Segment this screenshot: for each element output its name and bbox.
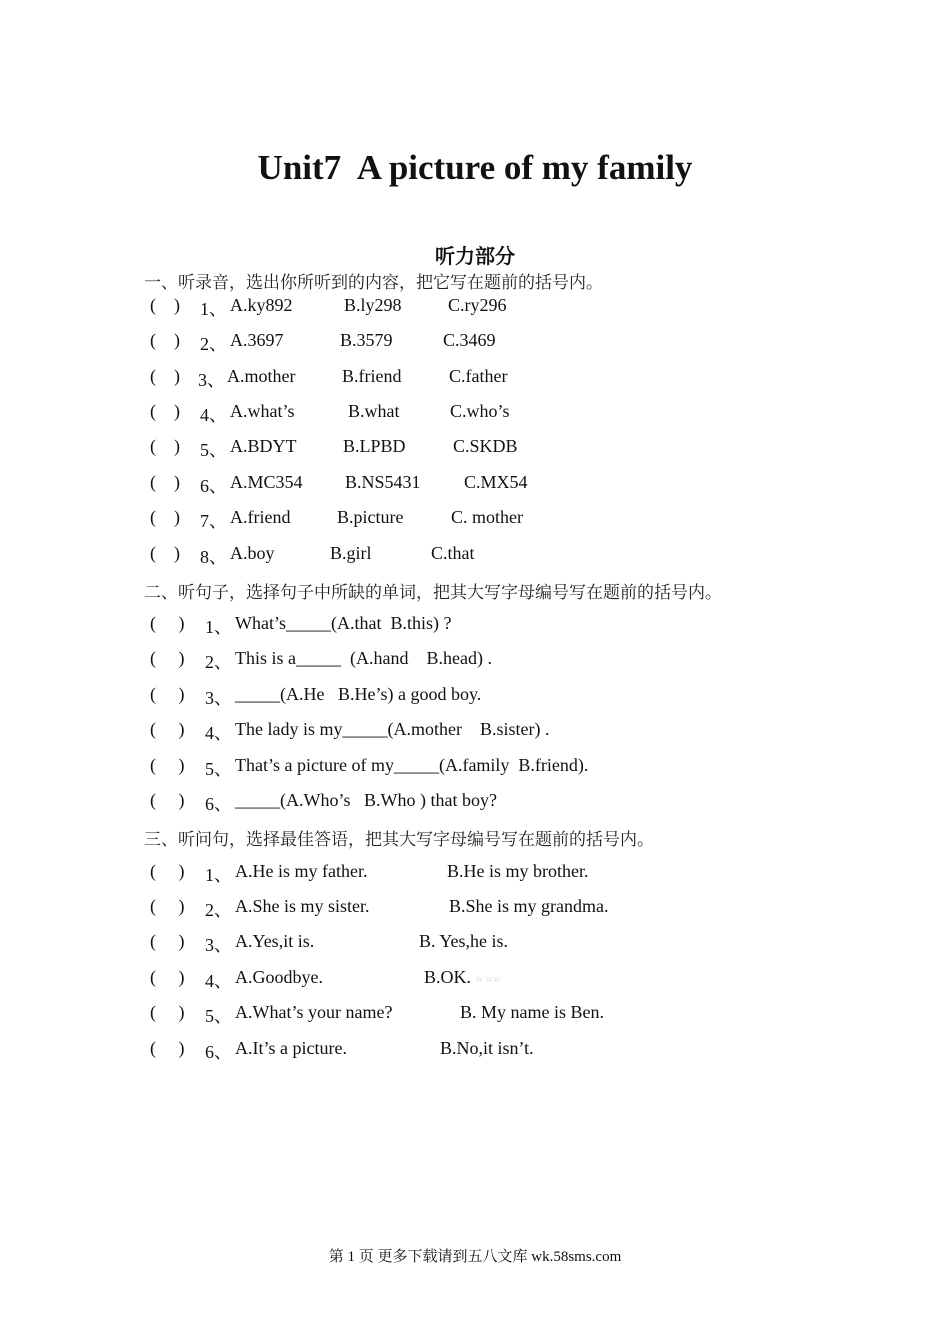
answer-paren[interactable]: ( )	[150, 931, 185, 951]
question-number: 4、	[205, 971, 232, 991]
option-a: A.3697	[230, 330, 284, 350]
option-a: A.boy	[230, 543, 275, 563]
question-number: 1、	[200, 299, 227, 319]
option-b: B.picture	[337, 507, 404, 527]
page-footer: 第 1 页 更多下载请到五八文库 wk.58sms.com	[328, 1249, 622, 1265]
option-c: C. mother	[451, 507, 523, 527]
answer-paren[interactable]: ( )	[150, 684, 185, 704]
answer-paren[interactable]: ( )	[150, 719, 185, 739]
option-b: B.He is my brother.	[447, 861, 589, 881]
question-text: _____(A.He B.He’s) a good boy.	[235, 684, 482, 704]
question-number: 3、	[205, 935, 232, 955]
option-b: B. Yes,he is.	[419, 931, 509, 951]
document-title: Unit7 A picture of my family	[257, 148, 693, 187]
option-b: B.No,it isn’t.	[440, 1038, 534, 1058]
option-b: B.She is my grandma.	[449, 896, 609, 916]
answer-paren[interactable]: ( )	[150, 436, 180, 456]
option-c: C.who’s	[450, 401, 510, 421]
answer-paren[interactable]: ( )	[150, 366, 180, 386]
answer-paren[interactable]: ( )	[150, 790, 185, 810]
answer-paren[interactable]: ( )	[150, 648, 185, 668]
question-text: What’s_____(A.that B.this) ?	[235, 613, 452, 633]
question-number: 6、	[205, 794, 232, 814]
question-number: 8、	[200, 547, 227, 567]
question-number: 1、	[205, 617, 232, 637]
option-a: A.Goodbye.	[235, 967, 323, 987]
answer-paren[interactable]: ( )	[150, 401, 180, 421]
question-text: The lady is my_____(A.mother B.sister) .	[235, 719, 550, 739]
answer-paren[interactable]: ( )	[150, 613, 185, 633]
question-number: 2、	[200, 334, 227, 354]
option-b: B.NS5431	[345, 472, 421, 492]
question-text: This is a_____ (A.hand B.head) .	[235, 648, 492, 668]
option-c: C.that	[431, 543, 475, 563]
answer-paren[interactable]: ( )	[150, 1002, 185, 1022]
answer-paren[interactable]: ( )	[150, 507, 180, 527]
question-number: 1、	[205, 865, 232, 885]
question-number: 7、	[200, 511, 227, 531]
answer-paren[interactable]: ( )	[150, 896, 185, 916]
option-a: A.He is my father.	[235, 861, 368, 881]
answer-paren[interactable]: ( )	[150, 1038, 185, 1058]
option-a: A.mother	[227, 366, 296, 386]
question-number: 4、	[200, 405, 227, 425]
answer-paren[interactable]: ( )	[150, 861, 185, 881]
section-subtitle: 听力部分	[435, 244, 515, 268]
option-b: B. My name is Ben.	[460, 1002, 604, 1022]
option-a: A.It’s a picture.	[235, 1038, 347, 1058]
question-number: 5、	[205, 1006, 232, 1026]
option-a: A.BDYT	[230, 436, 297, 456]
question-number: 6、	[205, 1042, 232, 1062]
question-text: _____(A.Who’s B.Who ) that boy?	[235, 790, 497, 810]
question-number: 2、	[205, 652, 232, 672]
answer-paren[interactable]: ( )	[150, 967, 185, 987]
option-a: A.MC354	[230, 472, 303, 492]
answer-paren[interactable]: ( )	[150, 330, 180, 350]
option-b: B.OK.	[424, 967, 472, 987]
option-b: B.what	[348, 401, 400, 421]
question-number: 3、	[205, 688, 232, 708]
question-number: 4、	[205, 723, 232, 743]
option-c: C.ry296	[448, 295, 507, 315]
option-a: A.What’s your name?	[235, 1002, 393, 1022]
question-number: 3、	[198, 370, 225, 390]
answer-paren[interactable]: ( )	[150, 295, 180, 315]
answer-paren[interactable]: ( )	[150, 755, 185, 775]
option-b: B.girl	[330, 543, 372, 563]
option-c: C.father	[449, 366, 508, 386]
question-number: 5、	[205, 759, 232, 779]
answer-paren[interactable]: ( )	[150, 543, 180, 563]
option-a: A.ky892	[230, 295, 293, 315]
section-1-heading: 一、听录音，选出你所听到的内容，把它写在题前的括号内。	[144, 273, 603, 293]
option-c: C.SKDB	[453, 436, 518, 456]
section-2-heading: 二、听句子，选择句子中所缺的单词，把其大写字母编号写在题前的括号内。	[144, 583, 722, 603]
option-b: B.friend	[342, 366, 402, 386]
option-b: B.LPBD	[343, 436, 406, 456]
question-number: 5、	[200, 440, 227, 460]
answer-paren[interactable]: ( )	[150, 472, 180, 492]
watermark: w ww	[476, 974, 501, 985]
option-c: C.3469	[443, 330, 496, 350]
option-b: B.ly298	[344, 295, 402, 315]
question-number: 2、	[205, 900, 232, 920]
option-c: C.MX54	[464, 472, 528, 492]
option-a: A.Yes,it is.	[235, 931, 315, 951]
question-number: 6、	[200, 476, 227, 496]
option-a: A.what’s	[230, 401, 295, 421]
option-a: A.friend	[230, 507, 291, 527]
question-text: That’s a picture of my_____(A.family B.friend).	[235, 755, 589, 775]
option-b: B.3579	[340, 330, 393, 350]
option-a: A.She is my sister.	[235, 896, 370, 916]
section-3-heading: 三、听问句，选择最佳答语，把其大写字母编号写在题前的括号内。	[144, 830, 654, 850]
